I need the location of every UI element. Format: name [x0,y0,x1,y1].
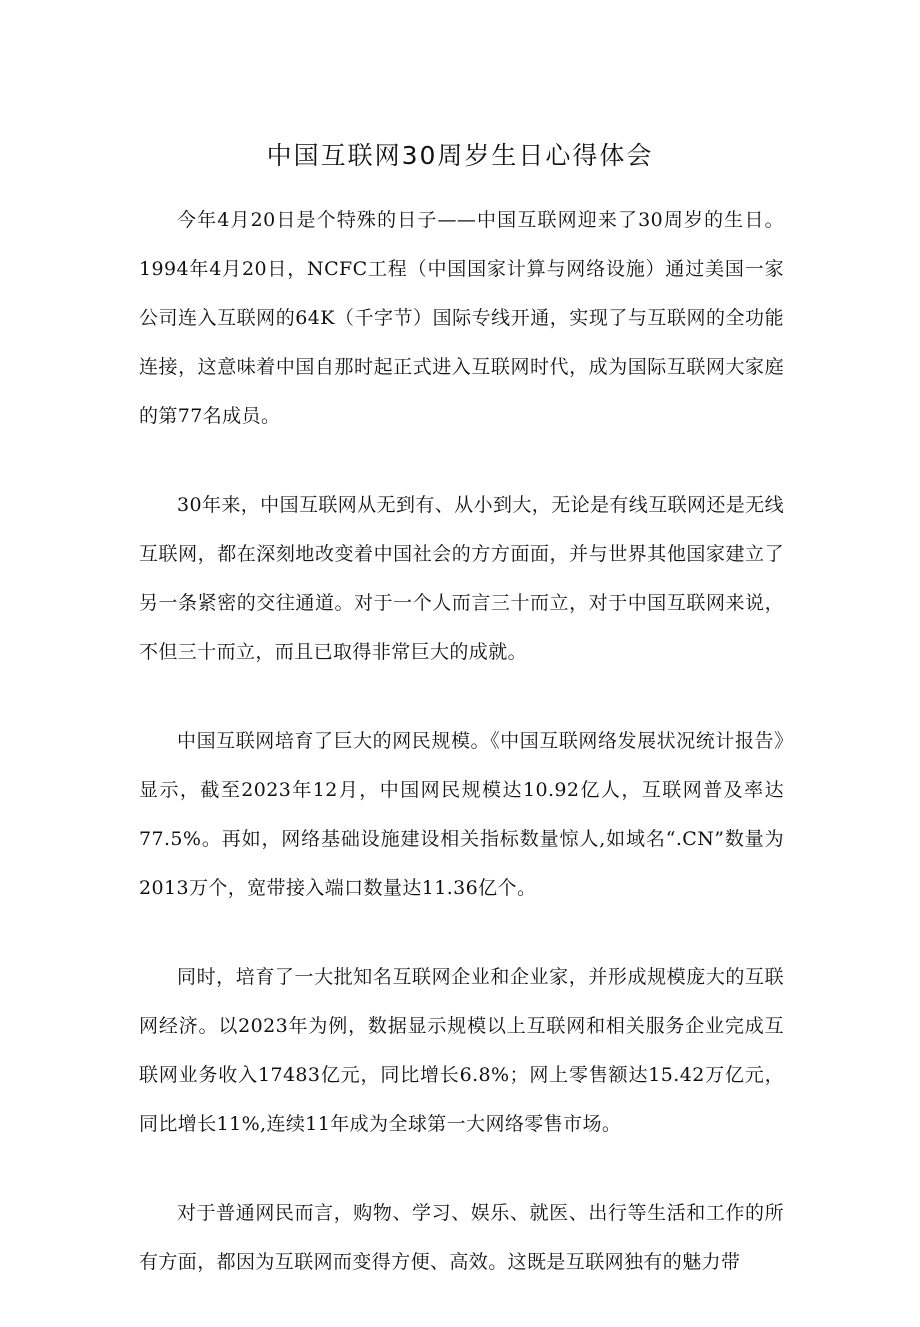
paragraph-1: 今年4月20日是个特殊的日子——中国互联网迎来了30周岁的生日。1994年4月20日，NCFC工程（中国国家计算与网络设施）通过美国一家公司连入互联网的64K（千字节）国际专线开通，实现了与互联网的全功能连接，这意味着中国自那时起正式进入互联网时代，成为国际互联网大家庭的第77名成员。 [139,209,784,427]
paragraph-2: 30年来，中国互联网从无到有、从小到大，无论是有线互联网还是无线互联网，都在深刻地改变着中国社会的方方面面，并与世界其他国家建立了另一条紧密的交往通道。对于一个人而言三十而立，对于中国互联网来说，不但三十而立，而且已取得非常巨大的成就。 [139,494,784,663]
paragraph-4: 同时，培育了一大批知名互联网企业和企业家，并形成规模庞大的互联网经济。以2023年为例，数据显示规模以上互联网和相关服务企业完成互联网业务收入17483亿元，同比增长6.8%；网上零售额达15.42万亿元，同比增长11%,连续11年成为全球第一大网络零售市场。 [139,966,784,1135]
paragraph-5: 对于普通网民而言，购物、学习、娱乐、就医、出行等生活和工作的所有方面，都因为互联网而变得方便、高效。这既是互联网独有的魅力带 [139,1202,784,1273]
document-body [139,196,784,1327]
paragraph-3: 中国互联网培育了巨大的网民规模。《中国互联网络发展状况统计报告》显示，截至2023年12月，中国网民规模达10.92亿人，互联网普及率达77.5%。再如，网络基础设施建设相关指标数量惊人,如域名“.CN”数量为2013万个，宽带接入端口数量达11.36亿个。 [139,730,784,899]
document-title: 中国互联网30周岁生日心得体会 [266,141,654,170]
